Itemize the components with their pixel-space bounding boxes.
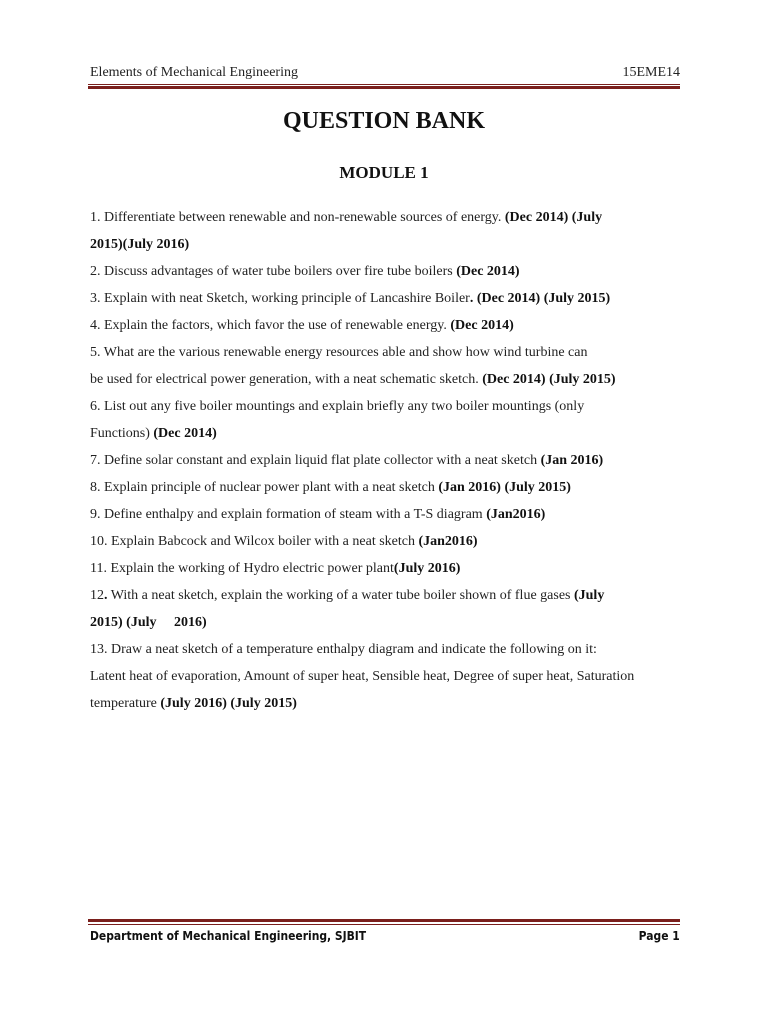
header-rule-thick xyxy=(88,86,680,89)
page-title: QUESTION BANK xyxy=(282,108,486,134)
question-item: 13. Draw a neat sketch of a temperature enthalpy diagram and indicate the following on it: Latent heat of evaporation, Amount of super heat, Sensible heat, Degree of super heat, Saturation temperature (July 2016) (July 2015) xyxy=(90,642,635,711)
question-item: 12. With a neat sketch, explain the working of a water tube boiler shown of flue gases (July 2015) (July 2016) xyxy=(90,588,605,630)
exam-date-tag: (Dec 2014) (July 2015) xyxy=(482,372,616,387)
exam-date-tag: (Dec 2014) xyxy=(153,426,217,441)
course-code: 15EME14 xyxy=(622,65,680,80)
question-item: 8. Explain principle of nuclear power plant with a neat sketch (Jan 2016) (July 2015) xyxy=(90,480,571,495)
exam-date-tag: (Dec 2014) (July xyxy=(504,210,603,225)
exam-date-tag: (Dec 2014) xyxy=(450,318,514,333)
module-heading: MODULE 1 xyxy=(339,163,429,182)
exam-date-tag: (Jan 2016) xyxy=(540,453,604,468)
page-footer xyxy=(90,926,680,946)
question-item: 7. Define solar constant and explain liquid flat plate collector with a neat sketch (Jan 2016) xyxy=(90,453,604,468)
exam-date-tag: (Dec 2014) xyxy=(456,264,520,279)
exam-date-tag: (Jan2016) xyxy=(486,507,546,522)
question-item: 5. What are the various renewable energy resources able and show how wind turbine can be used for electrical power generation, with a neat schematic sketch. (Dec 2014) (July 2015) xyxy=(90,345,616,387)
exam-date-tag: (Jan 2016) (July 2015) xyxy=(438,480,571,495)
question-item: 11. Explain the working of Hydro electric power plant(July 2016) xyxy=(90,561,461,576)
question-item: 4. Explain the factors, which favor the use of renewable energy. (Dec 2014) xyxy=(90,318,514,333)
question-item: 1. Differentiate between renewable and non-renewable sources of energy. (Dec 2014) (July 2015)(July 2016) xyxy=(90,210,603,252)
department-name: Department of Mechanical Engineering, SJBIT xyxy=(90,928,367,943)
question-item: 10. Explain Babcock and Wilcox boiler with a neat sketch (Jan2016) xyxy=(90,534,478,549)
page-number: Page 1 xyxy=(638,928,680,943)
question-list xyxy=(90,204,688,717)
exam-date-tag: 2015) (July 2016) xyxy=(90,615,207,630)
exam-date-tag: 2015)(July 2016) xyxy=(90,237,190,252)
page-header xyxy=(90,62,680,84)
exam-date-tag: (July 2016) xyxy=(393,561,461,576)
header-rule-thin xyxy=(88,84,680,85)
question-item: 9. Define enthalpy and explain formation of steam with a T-S diagram (Jan2016) xyxy=(90,507,546,522)
exam-date-tag: (July xyxy=(573,588,605,603)
question-item: 3. Explain with neat Sketch, working principle of Lancashire Boiler. (Dec 2014) (July 2015) xyxy=(90,291,611,306)
exam-date-tag: . (Dec 2014) (July 2015) xyxy=(469,291,611,306)
exam-date-tag: (Jan2016) xyxy=(418,534,478,549)
question-item: 6. List out any five boiler mountings and explain briefly any two boiler mountings (only Functions) (Dec 2014) xyxy=(90,399,585,441)
course-name: Elements of Mechanical Engineering xyxy=(90,65,298,80)
question-item: 2. Discuss advantages of water tube boilers over fire tube boilers (Dec 2014) xyxy=(90,264,520,279)
footer-rule-thin xyxy=(88,924,680,925)
footer-rule-thick xyxy=(88,919,680,922)
exam-date-tag: (July 2016) (July 2015) xyxy=(160,696,297,711)
